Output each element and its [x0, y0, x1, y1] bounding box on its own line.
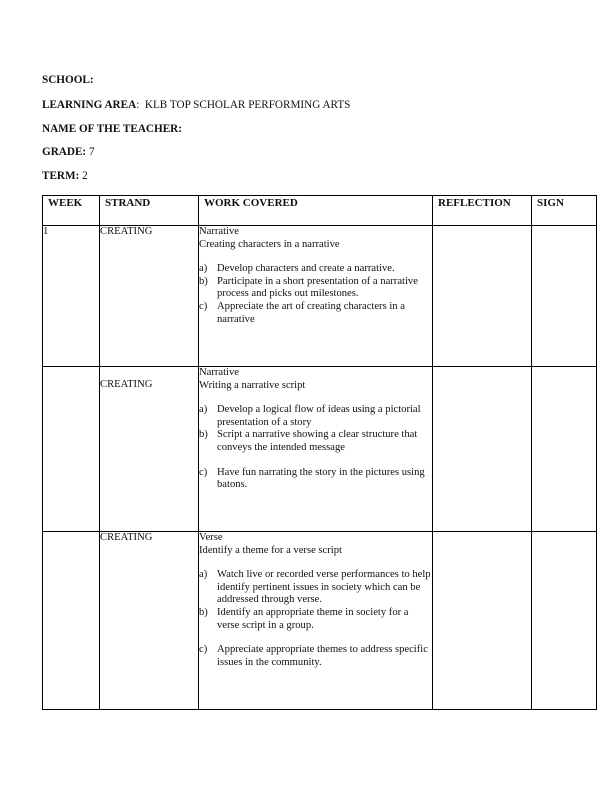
objectives-list	[199, 569, 432, 669]
list-item	[199, 607, 432, 632]
list-item	[199, 569, 432, 607]
list-item	[199, 276, 432, 301]
list-item	[199, 467, 432, 492]
grade-line	[42, 146, 95, 159]
learning-area-value: KLB TOP SCHOLAR PERFORMING ARTS	[144, 99, 351, 111]
list-item	[199, 404, 432, 429]
item-letter: c)	[199, 300, 208, 312]
teacher-line	[42, 123, 182, 136]
item-text: Participate in a short presentation of a narrative process and picks out milestones.	[217, 275, 418, 300]
col-header-work-covered: WORK COVERED	[199, 196, 433, 226]
list-item	[199, 301, 432, 326]
col-header-week: WEEK	[43, 196, 100, 226]
work-covered-cell	[199, 367, 433, 532]
item-text: Watch live or recorded verse performances to help identify pertinent issues in society which can be addressed through verse.	[217, 569, 431, 606]
strand-cell: CREATING	[100, 532, 199, 710]
item-letter: a)	[199, 404, 208, 416]
work-covered-cell	[199, 532, 433, 710]
col-header-sign: SIGN	[532, 196, 597, 226]
item-text: Identify an appropriate theme in society for a verse script in a group.	[217, 606, 409, 631]
work-covered-cell	[199, 226, 433, 367]
item-text: Script a narrative showing a clear structure that conveys the intended message	[217, 429, 418, 453]
school-line	[42, 74, 94, 87]
reflection-cell	[433, 367, 532, 532]
school-label: SCHOOL:	[42, 74, 94, 86]
item-letter: a)	[199, 263, 208, 275]
work-title: Verse	[199, 532, 223, 543]
record-of-work-table	[42, 195, 597, 710]
item-letter: b)	[199, 429, 208, 441]
item-letter: a)	[199, 569, 208, 581]
table-row	[43, 226, 597, 367]
item-letter: b)	[199, 275, 208, 287]
item-text: Develop characters and create a narrative.	[217, 263, 395, 275]
item-letter: c)	[199, 466, 208, 478]
list-item	[199, 429, 432, 454]
term-value: 2	[82, 170, 88, 182]
item-letter: b)	[199, 606, 208, 618]
table-row	[43, 532, 597, 710]
teacher-label: NAME OF THE TEACHER:	[42, 123, 182, 135]
col-header-reflection: REFLECTION	[433, 196, 532, 226]
table-row	[43, 367, 597, 532]
sign-cell	[532, 226, 597, 367]
week-cell	[43, 532, 100, 710]
term-line	[42, 170, 88, 183]
list-item	[199, 644, 432, 669]
learning-area-label: LEARNING AREA	[42, 99, 137, 111]
work-subtitle: Writing a narrative script	[199, 379, 306, 391]
objectives-list	[199, 263, 432, 326]
work-subtitle: Identify a theme for a verse script	[199, 544, 342, 556]
item-text: Appreciate appropriate themes to address specific issues in the community.	[217, 644, 428, 668]
item-letter: c)	[199, 644, 208, 656]
learning-area-line: LEARNING AREA: KLB TOP SCHOLAR PERFORMING ARTS	[42, 99, 351, 111]
item-text: Develop a logical flow of ideas using a pictorial presentation of a story	[217, 404, 421, 428]
reflection-cell	[433, 226, 532, 367]
sign-cell	[532, 367, 597, 532]
item-text: Appreciate the art of creating characters in a narrative	[217, 300, 405, 325]
term-label: TERM:	[42, 170, 80, 182]
work-subtitle: Creating characters in a narrative	[199, 238, 340, 250]
grade-value: 7	[88, 146, 95, 158]
objectives-list	[199, 404, 432, 492]
reflection-cell	[433, 532, 532, 710]
strand-cell: CREATING	[100, 226, 199, 367]
col-header-strand: STRAND	[100, 196, 199, 226]
item-text: Have fun narrating the story in the pictures using batons.	[217, 466, 425, 491]
work-title: Narrative	[199, 367, 239, 378]
table-header-row	[43, 196, 597, 226]
list-item	[199, 263, 432, 276]
week-cell: 1	[43, 226, 100, 367]
grade-label: GRADE:	[42, 146, 87, 158]
work-title: Narrative	[199, 226, 239, 237]
week-cell	[43, 367, 100, 532]
sign-cell	[532, 532, 597, 710]
strand-cell: CREATING	[100, 367, 199, 532]
